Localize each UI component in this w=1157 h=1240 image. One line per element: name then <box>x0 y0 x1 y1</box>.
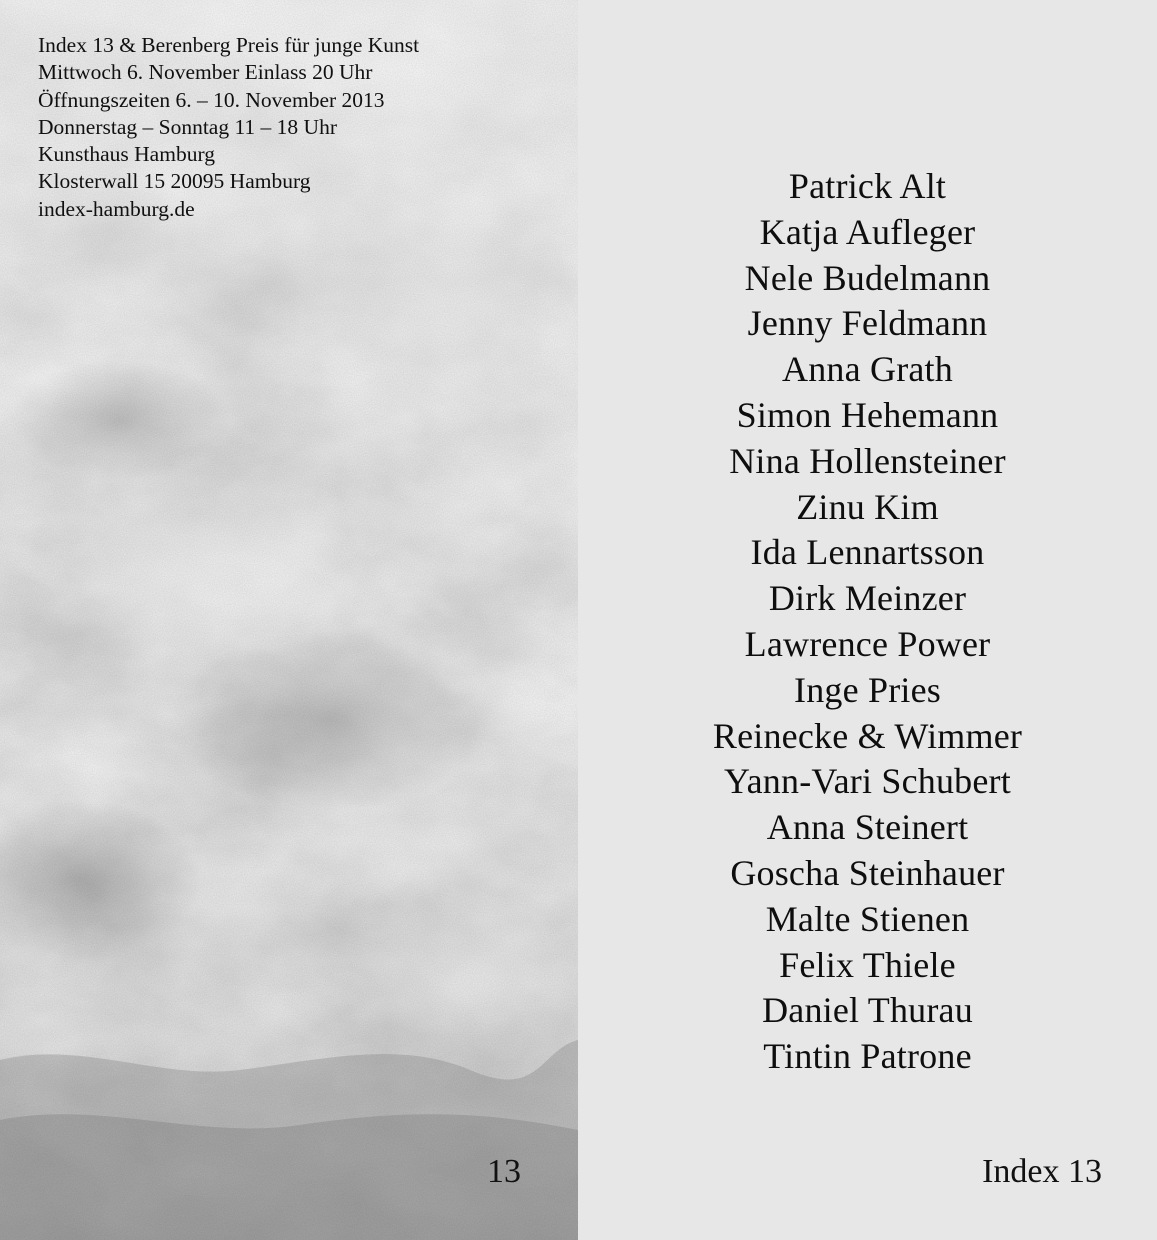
footer-title: Index 13 <box>982 1153 1102 1190</box>
artist-name: Nina Hollensteiner <box>729 440 1006 481</box>
info-line-hours: Donnerstag – Sonntag 11 – 18 Uhr <box>38 114 337 139</box>
artist-name: Ida Lennartsson <box>750 532 985 573</box>
artist-name: Simon Hehemann <box>736 394 999 435</box>
info-line-opening: Mittwoch 6. November Einlass 20 Uhr <box>38 60 373 85</box>
info-line-website: index-hamburg.de <box>38 196 195 221</box>
right-page <box>578 0 1157 1240</box>
info-line-title: Index 13 & Berenberg Preis für junge Kunst <box>38 33 420 57</box>
artist-name: Katja Aufleger <box>759 211 976 252</box>
artist-name: Goscha Steinhauer <box>730 852 1005 893</box>
artist-name: Patrick Alt <box>788 166 947 206</box>
page-number: 13 <box>487 1153 521 1190</box>
artist-name: Jenny Feldmann <box>747 303 988 344</box>
artist-name: Reinecke & Wimmer <box>712 715 1023 756</box>
artist-name: Lawrence Power <box>744 623 991 664</box>
artist-name: Nele Budelmann <box>744 257 991 298</box>
artist-name: Anna Steinert <box>766 807 969 848</box>
artist-list <box>578 164 1157 1080</box>
artist-name: Tintin Patrone <box>763 1036 972 1077</box>
info-line-dates: Öffnungszeiten 6. – 10. November 2013 <box>38 87 385 112</box>
artist-name: Anna Grath <box>782 349 953 390</box>
artist-name: Daniel Thurau <box>762 990 973 1031</box>
info-line-venue: Kunsthaus Hamburg <box>38 142 215 167</box>
artist-name: Felix Thiele <box>779 944 956 985</box>
left-page <box>0 0 578 1240</box>
artist-name: Inge Pries <box>794 669 941 710</box>
artist-name: Zinu Kim <box>796 486 939 527</box>
artist-name: Yann-Vari Schubert <box>724 761 1011 802</box>
event-info <box>38 32 558 223</box>
artist-name: Malte Stienen <box>765 898 970 939</box>
artist-name: Dirk Meinzer <box>768 578 967 619</box>
info-line-address: Klosterwall 15 20095 Hamburg <box>38 169 311 194</box>
